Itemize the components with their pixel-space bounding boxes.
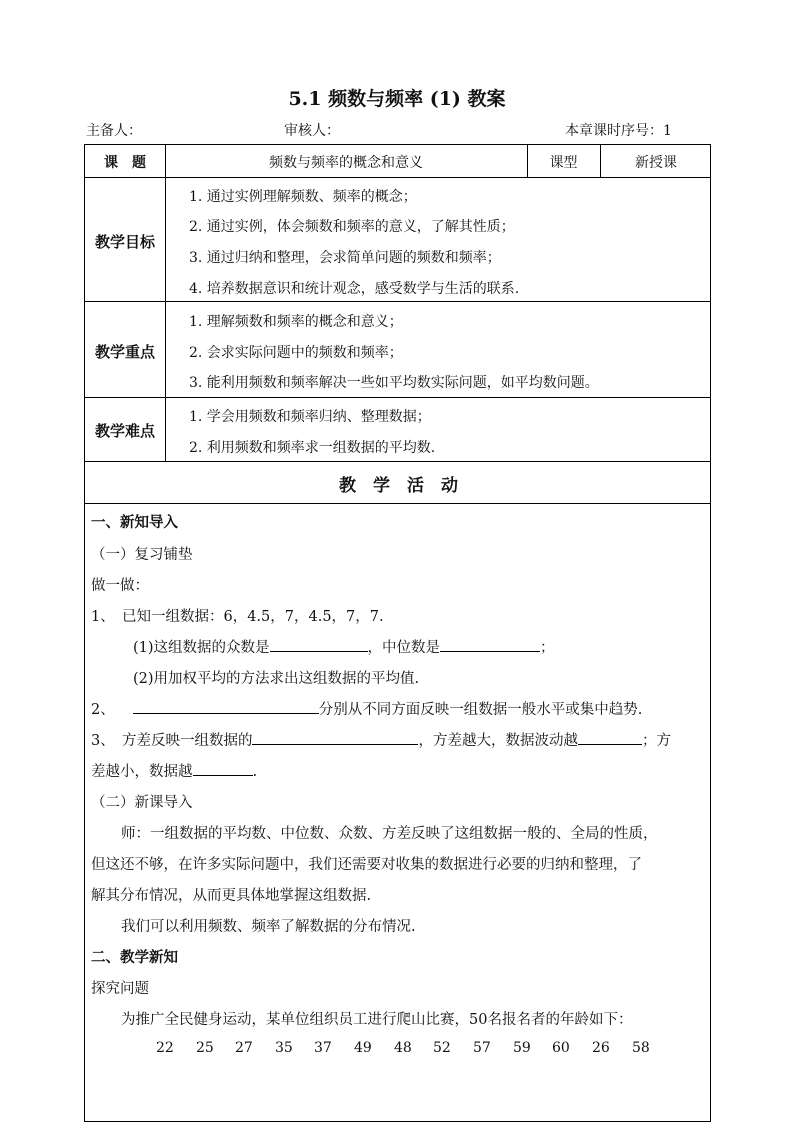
question-2 <box>91 698 642 719</box>
age-value: 25 <box>196 1040 214 1056</box>
question-text: ；方 <box>641 733 671 749</box>
goals-label: 教学目标 <box>94 233 155 251</box>
key-point-item: 2. 会求实际问题中的频数和频率； <box>189 345 403 361</box>
answer-blank <box>578 730 642 745</box>
subsection-heading: （二）新课导入 <box>91 795 193 811</box>
section-heading: 一、新知导入 <box>91 514 178 531</box>
topic-label: 课 题 <box>104 155 146 171</box>
goal-item: 4. 培养数据意识和统计观念，感受数学与生活的联系. <box>189 281 520 297</box>
lesson-plan-table <box>84 144 711 1122</box>
question-3-continued <box>91 760 257 781</box>
age-value: 26 <box>592 1040 610 1056</box>
subsection-heading: （一）复习铺垫 <box>91 547 193 563</box>
page-title: 5.1 频数与频率 (1) 教案 <box>288 88 506 110</box>
reviewer-label: 审核人： <box>284 123 340 139</box>
question-1: 1、 已知一组数据：6，4.5，7，4.5，7，7. <box>91 609 384 625</box>
goal-item: 2. 通过实例，体会频数和频率的意义，了解其性质； <box>189 219 515 235</box>
age-value: 27 <box>235 1040 253 1056</box>
answer-blank <box>133 699 319 714</box>
goal-item: 3. 通过归纳和整理，会求简单问题的频数和频率； <box>189 250 501 266</box>
difficult-point-item: 1. 学会用频数和频率归纳、整理数据； <box>189 409 431 425</box>
key-point-item: 3. 能利用频数和频率解决一些如平均数实际问题，如平均数问题。 <box>189 375 599 391</box>
age-value: 59 <box>513 1040 531 1056</box>
age-value: 48 <box>394 1040 412 1056</box>
answer-blank <box>440 637 540 652</box>
goal-item: 1. 通过实例理解频数、频率的概念； <box>189 189 417 205</box>
question-1b: (2)用加权平均的方法求出这组数据的平均值. <box>133 671 420 687</box>
age-value: 58 <box>632 1040 650 1056</box>
question-3 <box>91 729 671 750</box>
answer-blank <box>270 637 368 652</box>
lesson-type-value: 新授课 <box>635 155 677 171</box>
answer-blank <box>252 730 418 745</box>
paragraph: 但这还不够，在许多实际问题中，我们还需要对收集的数据进行必要的归纳和整理，了 <box>91 857 642 873</box>
question-text: ，方差越大，数据波动越 <box>418 733 578 749</box>
question-text: 2、 <box>91 702 115 718</box>
activities-header: 教 学 活 动 <box>339 476 458 496</box>
paragraph: 解其分布情况，从而更具体地掌握这组数据. <box>91 888 372 904</box>
ages-row <box>85 1040 710 1060</box>
section-heading: 二、教学新知 <box>91 949 178 966</box>
question-text: 差越小，数据越 <box>91 764 193 780</box>
topic-value: 频数与频率的概念和意义 <box>269 155 423 171</box>
key-point-item: 1. 理解频数和频率的概念和意义； <box>189 314 403 330</box>
answer-blank <box>193 761 253 776</box>
age-value: 22 <box>156 1040 174 1056</box>
age-value: 37 <box>314 1040 332 1056</box>
paragraph: 探究问题 <box>91 981 149 997</box>
paragraph: 我们可以利用频数、频率了解数据的分布情况. <box>121 919 416 935</box>
question-text: . <box>252 764 258 780</box>
age-value: 35 <box>275 1040 293 1056</box>
paragraph: 做一做： <box>91 578 149 594</box>
age-value: 52 <box>433 1040 451 1056</box>
question-text: ，中位数是 <box>367 640 441 656</box>
lesson-type-label: 课型 <box>549 155 578 171</box>
age-value: 60 <box>552 1040 570 1056</box>
preparer-label: 主备人： <box>86 123 142 139</box>
question-text: ； <box>540 640 555 656</box>
question-text: (1)这组数据的众数是 <box>133 640 270 656</box>
question-1a <box>133 636 555 657</box>
key-points-label: 教学重点 <box>94 343 155 361</box>
age-value: 49 <box>354 1040 372 1056</box>
question-text: 分别从不同方面反映一组数据一般水平或集中趋势. <box>318 702 643 718</box>
paragraph: 师：一组数据的平均数、中位数、众数、方差反映了这组数据一般的、全局的性质， <box>121 826 658 842</box>
difficult-points-label: 教学难点 <box>94 422 155 440</box>
age-value: 57 <box>473 1040 491 1056</box>
problem-statement: 为推广全民健身运动，某单位组织员工进行爬山比赛，50名报名者的年龄如下： <box>121 1012 633 1028</box>
lesson-number: 本章课时序号：1 <box>565 123 672 139</box>
question-text: 3、 方差反映一组数据的 <box>91 733 253 749</box>
difficult-point-item: 2. 利用频数和频率求一组数据的平均数. <box>189 440 436 456</box>
